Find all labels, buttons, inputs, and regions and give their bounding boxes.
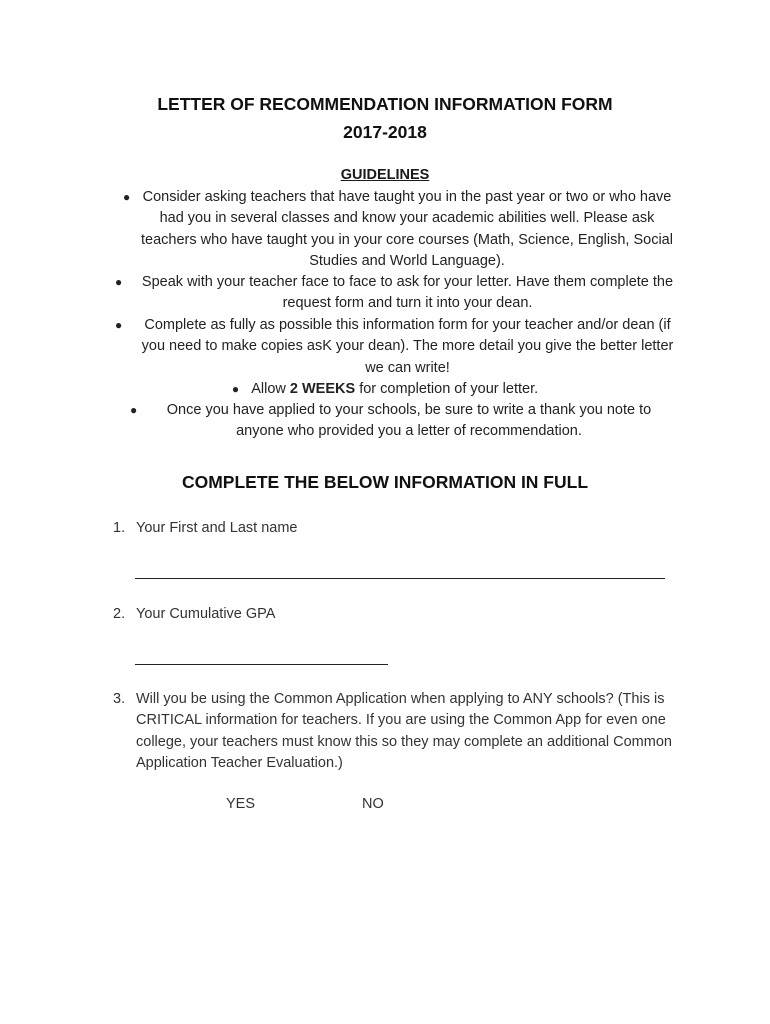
bullet-icon: ● [123,190,131,204]
bullet-icon: ● [115,318,123,332]
question-number-3: 3. [113,691,126,707]
guideline-item-5 [130,400,668,443]
guideline-item-1 [123,187,677,272]
guideline-item-2 [115,272,680,315]
question-label-gpa: Your Cumulative GPA [136,606,276,622]
question-number-1: 1. [113,520,126,536]
question-number-2: 2. [113,606,126,622]
guideline-item-4 [0,379,770,400]
guideline-text: Once you have applied to your schools, be sure to write a thank you note to anyone who provided you a letter of recommendation. [166,402,652,440]
gpa-answer-field[interactable] [135,664,388,665]
guideline-text-prefix: Allow [251,381,290,397]
guideline-text-emphasis: 2 WEEKS [289,381,356,397]
section-heading: COMPLETE THE BELOW INFORMATION IN FULL [181,472,589,492]
bullet-icon: ● [115,275,123,289]
guideline-text: Speak with your teacher face to face to ask for your letter. Have them complete the request form and turn it into your dean. [141,274,674,312]
form-title: LETTER OF RECOMMENDATION INFORMATION FORM [157,94,613,114]
guideline-text: Consider asking teachers that have taught you in the past year or two or who have had you in several classes and know your academic abilities well. Please ask teachers who have taught you in your core courses (Math, Science, English, Social Studies and World Language). [141,189,673,269]
guideline-item-3 [115,315,680,379]
yes-option[interactable]: YES [226,796,256,812]
question-label-name: Your First and Last name [136,520,298,536]
bullet-icon: ● [130,403,138,417]
name-answer-field[interactable] [135,578,665,579]
guidelines-heading: GUIDELINES [340,167,430,183]
form-year: 2017-2018 [343,122,427,142]
question-label-common-app: Will you be using the Common Application when applying to ANY schools? (This is CRITICAL information for teachers. If you are using the Common App for even one college, your teachers must know this so they may complete an additional Common Application Teacher Evaluation.) [136,691,672,771]
guideline-text: Complete as fully as possible this information form for your teacher and/or dean (if you need to make copies asK your dean). The more detail you give the better letter we can write! [141,317,674,376]
bullet-icon: ● [231,382,240,396]
guideline-text-suffix: for completion of your letter. [355,381,539,397]
no-option[interactable]: NO [362,796,384,812]
